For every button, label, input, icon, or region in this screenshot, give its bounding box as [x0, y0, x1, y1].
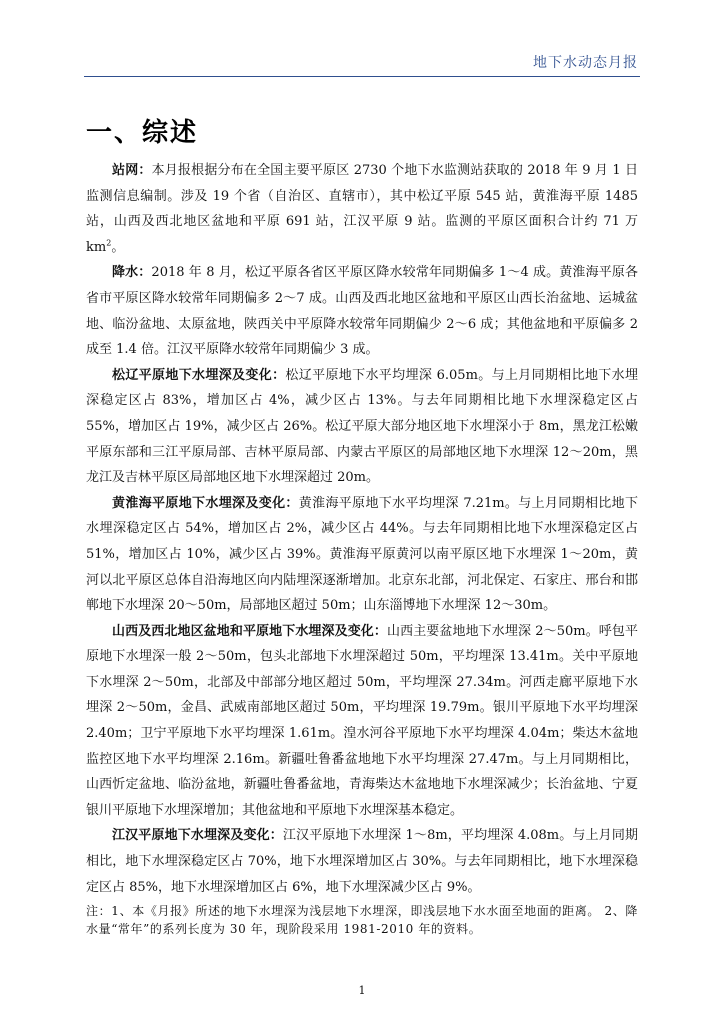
paragraph-songliao: [86, 363, 638, 491]
header-divider: [84, 76, 640, 77]
page-number: 1: [358, 984, 366, 997]
paragraph-huanghuaihai: [86, 491, 638, 619]
paragraph-label: 松辽平原地下水埋深及变化：: [112, 367, 286, 383]
footnote: 注：1、本《月报》所述的地下水埋深为浅层地下水埋深，即浅层地下水水面至地面的距离。 2、降水量“常年”的系列长度为 30 年，现阶段采用 1981-2010 年的资料。: [86, 904, 638, 937]
paragraph-shanxi-northwest: [86, 619, 638, 824]
paragraph-label: 江汉平原地下水埋深及变化：: [112, 828, 283, 844]
paragraph-text: 黄淮海平原地下水平均埋深 7.21m。与上月同期相比地下水埋深稳定区占 54%，增加区占 2%，减少区占 44%。与去年同期相比地下水埋深稳定区占 51%，增加区占 10%，减少区占 39%。黄淮海平原黄河以南平原区地下水埋深 1～20m，黄河以北平原区总体自沿海地区向内陆埋深逐渐增加。北京东北部，河北保定、石家庄、邢台和邯郸地下水埋深 20～50m，局部地区超过 50m；山东淄博地下水埋深 12～30m。: [86, 495, 638, 614]
paragraph-text: 本月报根据分布在全国主要平原区 2730 个地下水监测站获取的 2018 年 9 月 1 日监测信息编制。涉及 19 个省（自治区、直辖市），其中松辽平原 545 站，黄淮海平原 1485 站，山西及西北地区盆地和平原 691 站，江汉平原 9 站。监测的平原区面积合计约 71 万 km: [86, 163, 638, 255]
report-header-title: 地下水动态月报: [533, 55, 638, 71]
paragraph-precipitation: [86, 260, 638, 362]
paragraph-text: 2018 年 8 月，松辽平原各省区平原区降水较常年同期偏多 1～4 成。黄淮海平原各省市平原区降水较常年同期偏多 2～7 成。山西及西北地区盆地和平原区山西长治盆地、运城盆地、临汾盆地、太原盆地，陕西关中平原降水较常年同期偏少 2～6 成；其他盆地和平原偏多 2 成至 1.4 倍。江汉平原降水较常年同期偏少 3 成。: [86, 265, 638, 358]
section-title: 一、综述: [86, 118, 199, 148]
paragraph-label: 黄淮海平原地下水埋深及变化：: [112, 495, 299, 511]
paragraph-text-end: 。: [111, 239, 125, 255]
report-body: [86, 158, 638, 938]
paragraph-text: 江汉平原地下水埋深 1～8m，平均埋深 4.08m。与上月同期相比，地下水埋深稳定区占 70%，地下水埋深增加区占 30%。与去年同期相比，地下水埋深稳定区占 85%，地下水埋深增加区占 6%，地下水埋深减少区占 9%。: [86, 828, 638, 895]
paragraph-label: 降水：: [112, 265, 152, 281]
paragraph-label: 山西及西北地区盆地和平原地下水埋深及变化：: [112, 623, 387, 639]
paragraph-text: 松辽平原地下水平均埋深 6.05m。与上月同期相比地下水埋深稳定区占 83%，增加区占 4%，减少区占 13%。与去年同期相比地下水埋深稳定区占 55%，增加区占 19%，减少区占 26%。松辽平原大部分地区地下水埋深小于 8m，黑龙江松嫩平原东部和三江平原局部、吉林平原局部、内蒙古平原区的局部地区地下水埋深 12～20m，黑龙江及吉林平原区局部地区地下水埋深超过 20m。: [86, 367, 638, 486]
paragraph-label: 站网：: [112, 163, 152, 178]
paragraph-text: 山西主要盆地地下水埋深 2～50m。呼包平原地下水埋深一般 2～50m，包头北部地下水埋深超过 50m，平均埋深 13.41m。关中平原地下水埋深 2～50m，北部及中部部分地区超过 50m，平均埋深 27.34m。河西走廊平原地下水埋深 2～50m，金昌、武威南部地区超过 50m，平均埋深 19.79m。银川平原地下水平均埋深 2.40m；卫宁平原地下水平均埋深 1.61m。湟水河谷平原地下水平均埋深 4.04m；柴达木盆地监控区地下水平均埋深 2.16m。新疆吐鲁番盆地地下水平均埋深 27.47m。与上月同期相比，山西忻定盆地、临汾盆地，新疆吐鲁番盆地，青海柴达木盆地地下水埋深减少；长治盆地、宁夏银川平原地下水埋深增加；其他盆地和平原地下水埋深基本稳定。: [86, 623, 638, 818]
paragraph-station-network: [86, 158, 638, 260]
paragraph-jianghan: [86, 823, 638, 900]
superscript: 2: [106, 238, 112, 248]
